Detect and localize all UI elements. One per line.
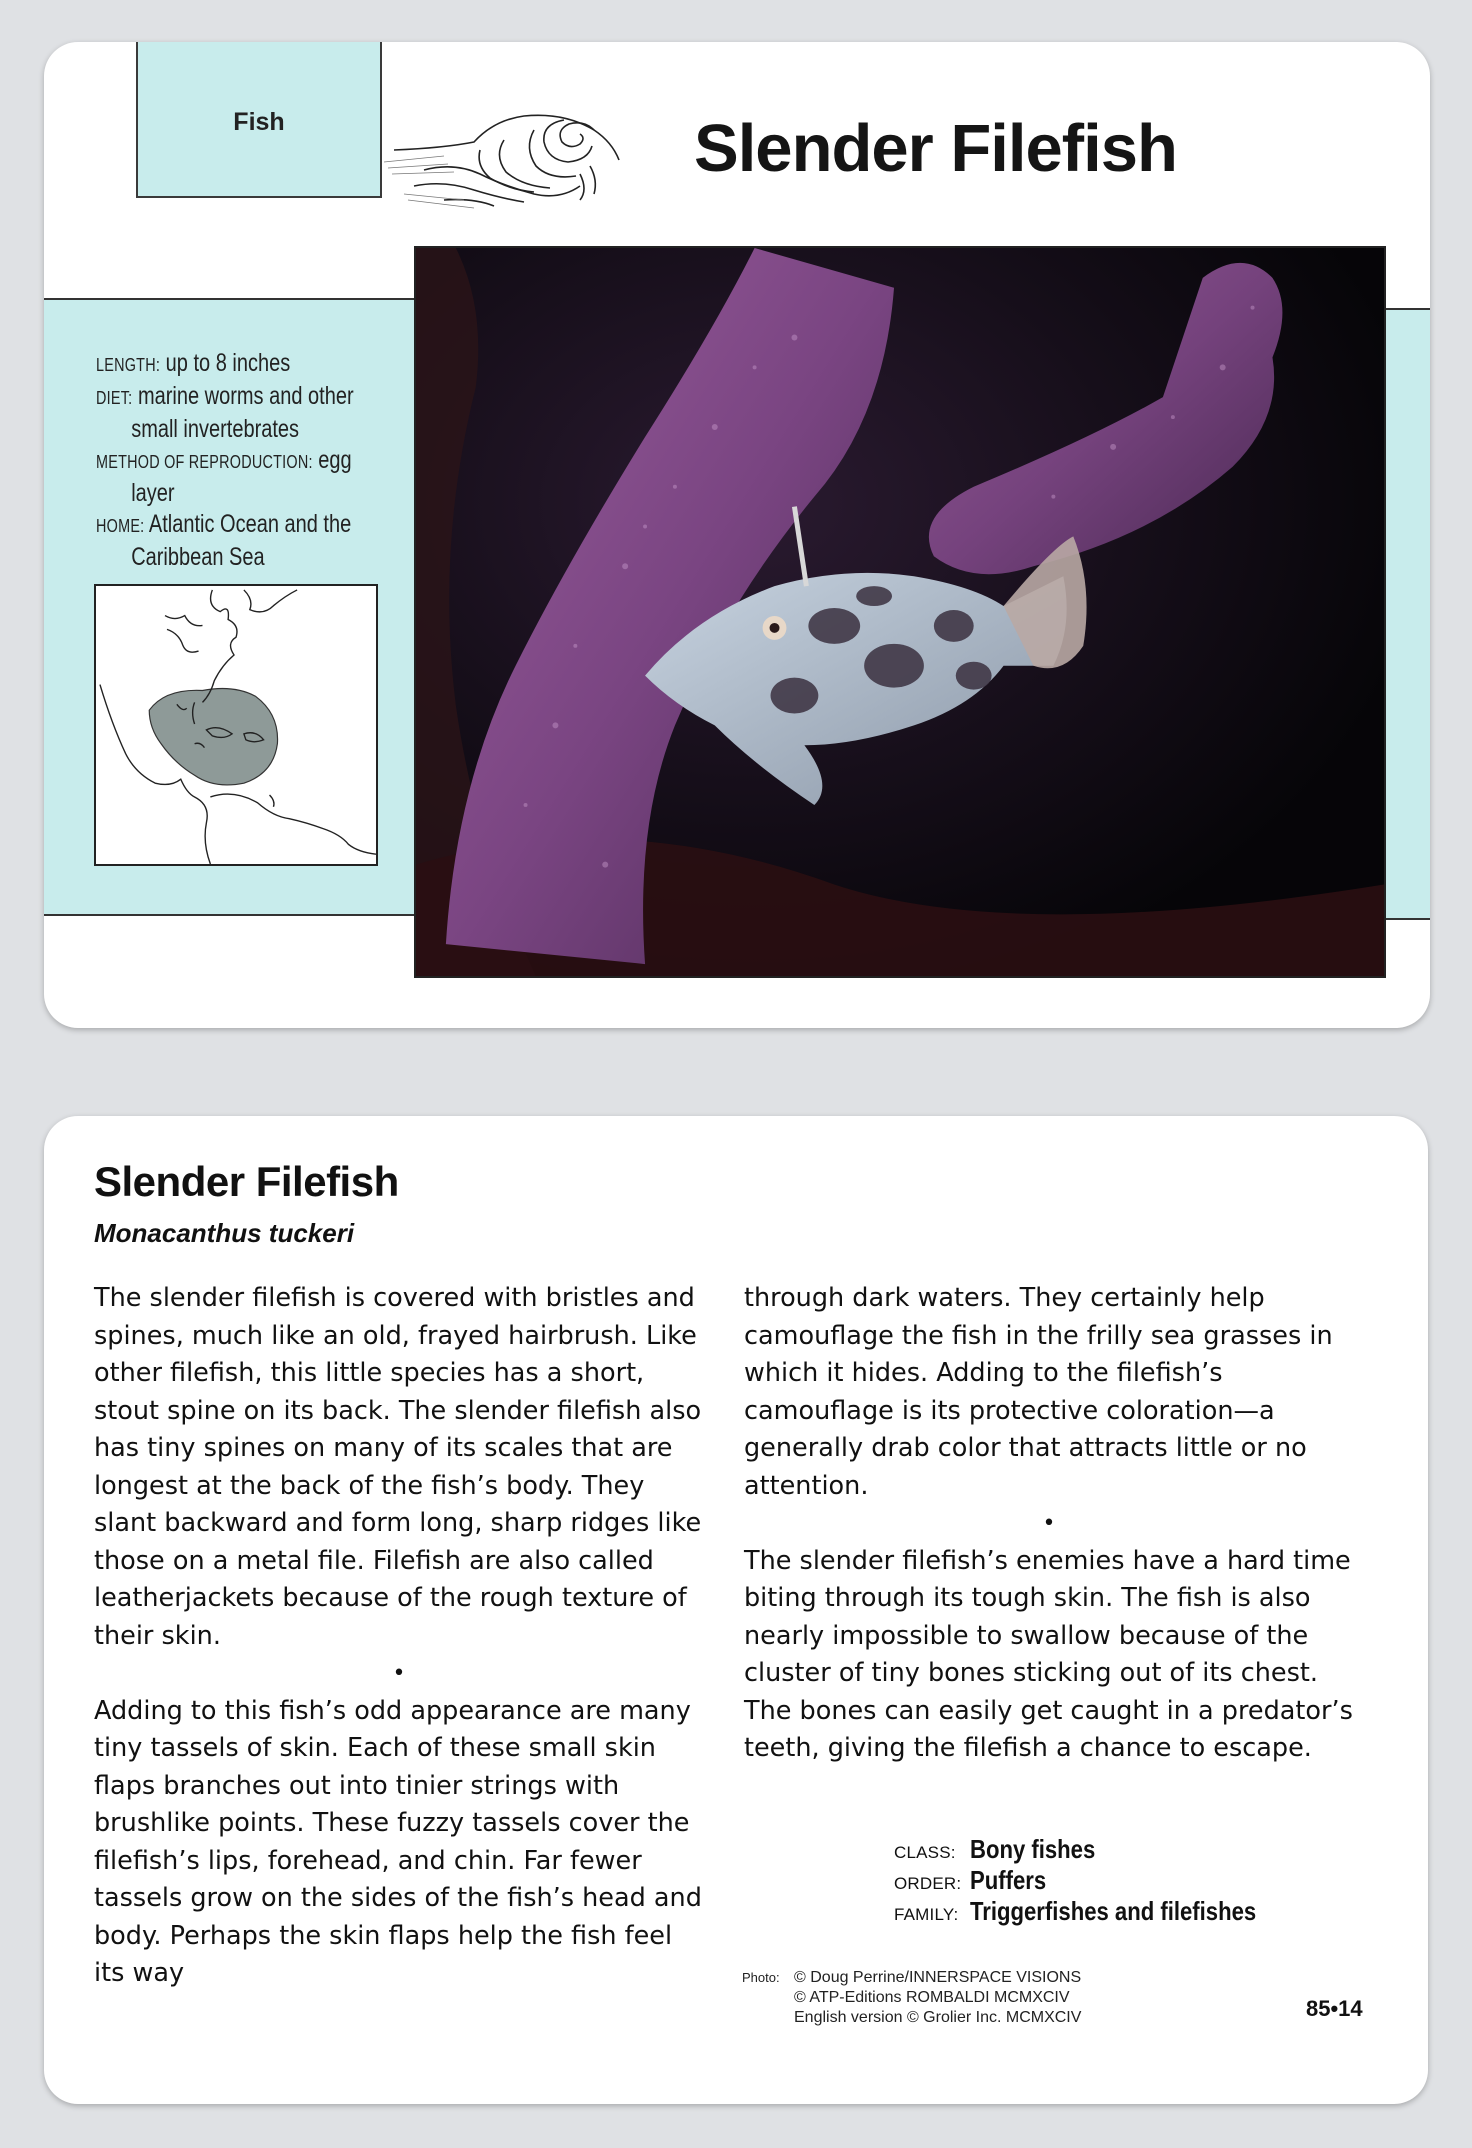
fact-home-value: Atlantic Ocean and the <box>148 510 352 538</box>
fact-diet-value-cont: small invertebrates <box>131 415 300 443</box>
fact-diet-value: marine worms and other <box>137 382 354 410</box>
credits-line-2: © ATP-Editions ROMBALDI MCMXCIV <box>794 1989 1070 2006</box>
photo-credits <box>742 1968 1081 2028</box>
fact-home-label: HOME: <box>96 516 145 536</box>
front-title: Slender Filefish <box>694 111 1177 186</box>
taxonomy-order <box>894 1865 1307 1896</box>
fact-length-label: LENGTH: <box>96 355 161 375</box>
taxonomy-family-value: Triggerfishes and filefishes <box>970 1896 1257 1926</box>
scientific-name: Monacanthus tuckeri <box>94 1218 355 1248</box>
fact-reproduction-value-cont: layer <box>131 479 175 507</box>
bullet-divider: • <box>1042 1511 1056 1536</box>
taxonomy-class-label: CLASS: <box>894 1843 956 1862</box>
taxonomy <box>894 1834 1307 1927</box>
info-band-right <box>1384 308 1430 920</box>
taxonomy-order-value: Puffers <box>970 1865 1047 1895</box>
fact-length <box>96 348 416 381</box>
range-map <box>94 584 378 866</box>
taxonomy-class <box>894 1834 1307 1865</box>
fact-length-value: up to 8 inches <box>165 349 291 377</box>
fish-photo <box>414 246 1386 978</box>
taxonomy-order-label: ORDER: <box>894 1874 962 1893</box>
paragraph: The slender filefish is covered with bristles and spines, much like an old, frayed hairbrush. Like other filefish, this little species has a short, stout spine on its back. The slender filefish also has tiny spines on many of its scales that are longest at the back of the fish’s body. They slant backward and form long, sharp ridges like those on a metal file. Filefish are also called leatherjackets because of the rough texture of their skin. <box>94 1283 702 1651</box>
fact-reproduction-label: METHOD OF REPRODUCTION: <box>96 452 313 472</box>
taxonomy-class-value: Bony fishes <box>970 1834 1096 1864</box>
paragraph: The slender filefish’s enemies have a hard time biting through its tough skin. The fish is also nearly impossible to swallow because of the cluster of tiny bones sticking out of its chest. The bones can easily get caught in a predator’s teeth, giving the filefish a chance to escape. <box>744 1545 1353 1763</box>
fact-diet <box>96 381 416 445</box>
taxonomy-family <box>894 1896 1307 1927</box>
text-column-2 <box>744 1280 1354 1768</box>
bullet-divider: • <box>392 1661 406 1686</box>
wave-icon <box>384 90 704 230</box>
card-back <box>44 1116 1428 2104</box>
fact-home-value-cont: Caribbean Sea <box>131 543 265 571</box>
credits-line-3: English version © Grolier Inc. MCMXCIV <box>794 2009 1082 2026</box>
category-label: Fish <box>233 107 285 136</box>
text-column-1 <box>94 1280 704 1993</box>
credits-line-1: © Doug Perrine/INNERSPACE VISIONS <box>794 1969 1082 1986</box>
fact-reproduction <box>96 445 416 509</box>
category-box <box>136 42 382 198</box>
credits-photo-label: Photo: <box>742 1970 780 1985</box>
card-number: 85•14 <box>1306 1996 1363 2021</box>
fact-diet-label: DIET: <box>96 388 133 408</box>
back-title: Slender Filefish <box>94 1158 399 1205</box>
facts-panel <box>96 348 416 573</box>
fact-reproduction-value: egg <box>318 446 352 474</box>
fact-home <box>96 509 416 573</box>
taxonomy-family-label: FAMILY: <box>894 1905 959 1924</box>
paragraph: Adding to this fish’s odd appearance are many tiny tassels of skin. Each of these small skin flaps branches out into tinier strings with brushlike points. These fuzzy tassels cover the filefish’s lips, forehead, and chin. Far fewer tassels grow on the sides of the fish’s head and body. Perhaps the skin flaps help the fish feel its way <box>94 1695 702 1988</box>
card-front <box>44 42 1430 1028</box>
paragraph: through dark waters. They certainly help camouflage the fish in the frilly sea grasses in which it hides. Adding to the filefish’s camouflage is its protective coloration—a generally drab color that attracts little or no attention. <box>744 1283 1333 1501</box>
